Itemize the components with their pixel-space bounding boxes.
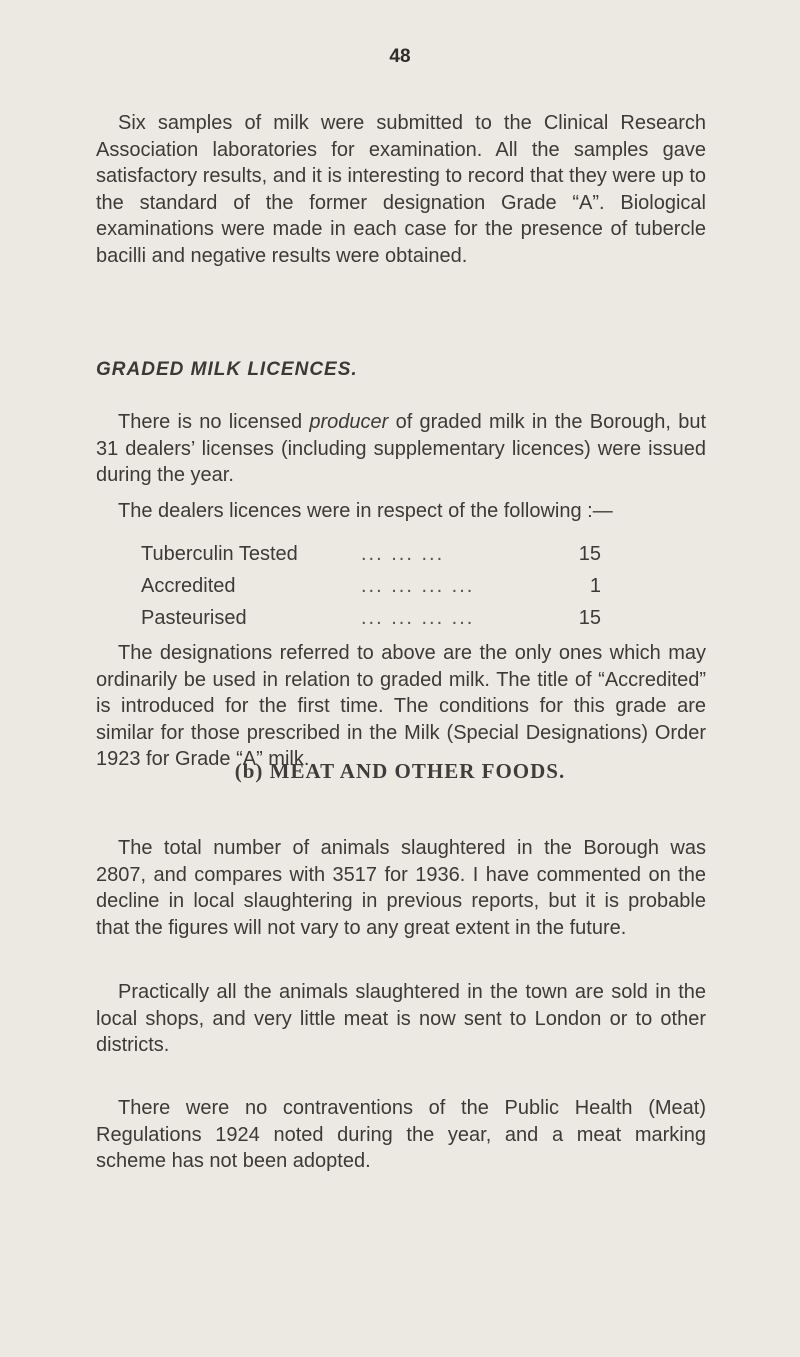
licence-count: 15 — [578, 542, 601, 565]
leader-dots: ... ... ... ... — [361, 574, 475, 597]
graded-milk-para1-before: There is no licensed — [118, 411, 310, 433]
licence-label: Accredited — [141, 574, 236, 597]
producer-emphasis: producer — [309, 411, 389, 433]
licence-row — [141, 570, 601, 602]
licence-row — [141, 538, 601, 570]
graded-milk-para1-after: of graded milk in the Borough, but 31 dealers’ licenses (including supplementary licences) were issued during the year. — [96, 411, 706, 486]
leader-dots: ... ... ... — [361, 542, 445, 565]
licence-count: 1 — [589, 574, 601, 597]
meat-paragraph-2: Practically all the animals slaughtered in the town are sold in the local shops, and very little meat is now sent to London or to other districts. — [96, 981, 706, 1056]
meat-foods-heading: (b) MEAT AND OTHER FOODS. — [234, 759, 566, 783]
page-number: 48 — [389, 46, 411, 67]
graded-milk-paragraph-1 — [96, 409, 706, 489]
leader-dots: ... ... ... ... — [361, 606, 475, 629]
graded-milk-paragraph-3: The designations referred to above are the only ones which may ordinarily be used in relation to graded milk. The title of “Accredited” is introduced for the first time. The conditions for this grade are similar for those prescribed in the Milk (Special Designations) Order 1923 for Grade “A” milk. — [96, 642, 706, 770]
licence-label: Pasteurised — [141, 606, 247, 629]
meat-paragraph-3: There were no contraventions of the Public Health (Meat) Regulations 1924 noted during the year, and a meat marking scheme has not been adopted. — [96, 1097, 706, 1172]
meat-paragraph-1: The total number of animals slaughtered in the Borough was 2807, and compares with 3517 for 1936. I have commented on the decline in local slaughtering in previous reports, but it is probable that the figures will not vary to any great extent in the future. — [96, 837, 706, 939]
licence-label: Tuberculin Tested — [141, 542, 298, 565]
graded-milk-heading: GRADED MILK LICENCES. — [96, 359, 358, 380]
licence-count: 15 — [578, 606, 601, 629]
licence-row — [141, 602, 601, 634]
intro-paragraph: Six samples of milk were submitted to the Clinical Research Association laboratories for examination. All the samples gave satisfactory results, and it is interesting to record that they were up to the standard of the former designation Grade “A”. Biological examinations were made in each case for the presence of tubercle bacilli and negative results were obtained. — [96, 112, 706, 267]
graded-milk-paragraph-2: The dealers licences were in respect of the following :— — [118, 500, 613, 522]
licence-table — [141, 538, 601, 634]
